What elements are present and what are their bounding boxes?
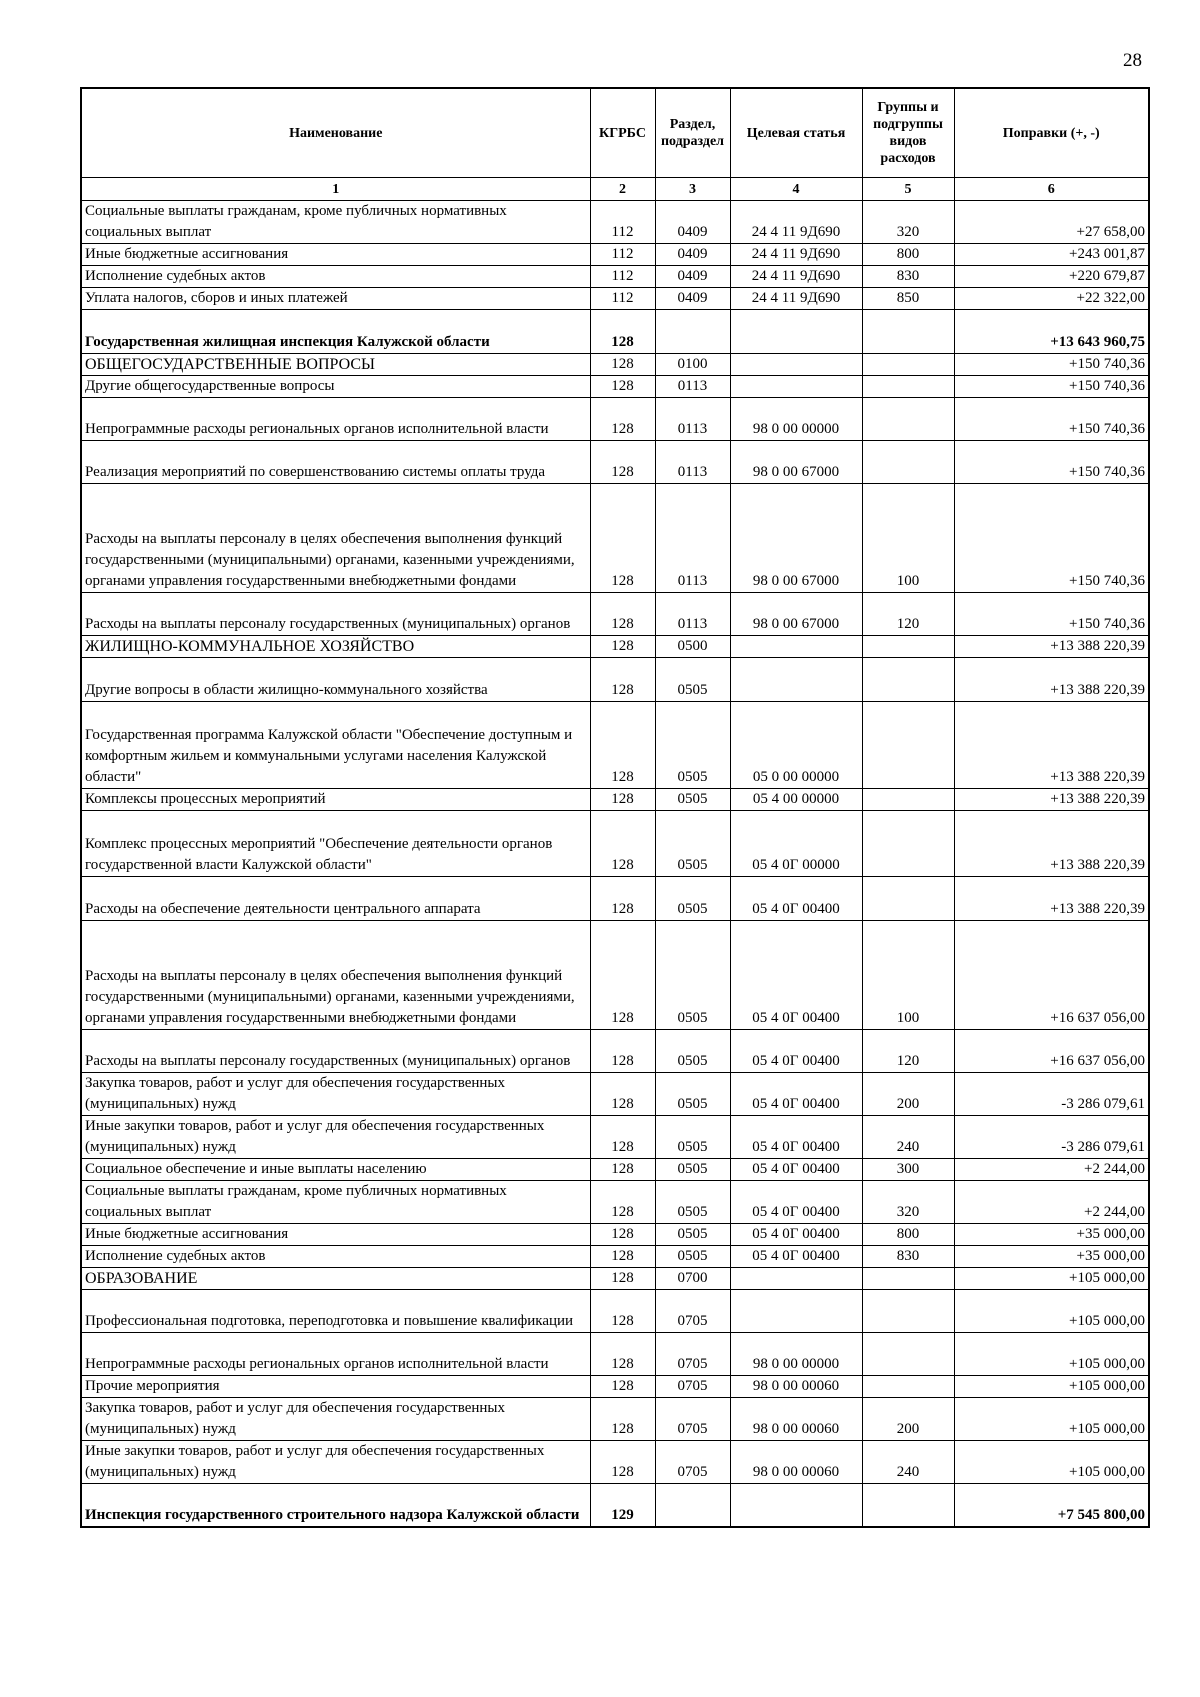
table-row bbox=[81, 201, 1149, 244]
row-name: Иные закупки товаров, работ и услуг для обеспечения государственных (муниципальных) нужд bbox=[81, 1116, 590, 1159]
table-row bbox=[81, 354, 1149, 376]
row-group: 800 bbox=[862, 244, 954, 266]
row-name: Исполнение судебных актов bbox=[81, 266, 590, 288]
row-kgrbs: 128 bbox=[590, 811, 655, 877]
table-row bbox=[81, 1030, 1149, 1073]
row-group: 300 bbox=[862, 1159, 954, 1181]
row-target: 05 4 0Г 00000 bbox=[730, 811, 862, 877]
row-amount: +7 545 800,00 bbox=[954, 1484, 1149, 1527]
row-target: 98 0 00 00000 bbox=[730, 398, 862, 441]
row-name: Расходы на выплаты персоналу в целях обеспечения выполнения функций государственными (муниципальными) органами, казенными учреждениями, органами управления государственными внебюджетными фондами bbox=[81, 484, 590, 593]
table-row bbox=[81, 636, 1149, 658]
row-target: 98 0 00 00060 bbox=[730, 1398, 862, 1441]
row-group bbox=[862, 811, 954, 877]
row-group bbox=[862, 398, 954, 441]
row-target: 05 4 0Г 00400 bbox=[730, 1224, 862, 1246]
table-header-row bbox=[81, 88, 1149, 178]
row-kgrbs: 128 bbox=[590, 1181, 655, 1224]
table-row bbox=[81, 1224, 1149, 1246]
row-group: 200 bbox=[862, 1073, 954, 1116]
row-kgrbs: 128 bbox=[590, 1441, 655, 1484]
table-row bbox=[81, 921, 1149, 1030]
row-name: Непрограммные расходы региональных органов исполнительной власти bbox=[81, 1333, 590, 1376]
row-section: 0505 bbox=[655, 1116, 730, 1159]
row-amount: +16 637 056,00 bbox=[954, 1030, 1149, 1073]
col-number: 2 bbox=[590, 178, 655, 201]
row-group bbox=[862, 376, 954, 398]
table-row bbox=[81, 593, 1149, 636]
row-target bbox=[730, 658, 862, 702]
row-target: 98 0 00 67000 bbox=[730, 593, 862, 636]
row-target: 05 4 0Г 00400 bbox=[730, 1116, 862, 1159]
table-row bbox=[81, 1484, 1149, 1527]
row-kgrbs: 112 bbox=[590, 201, 655, 244]
row-amount: +105 000,00 bbox=[954, 1333, 1149, 1376]
row-group bbox=[862, 702, 954, 789]
row-kgrbs: 128 bbox=[590, 1398, 655, 1441]
row-amount: +150 740,36 bbox=[954, 354, 1149, 376]
row-name: Закупка товаров, работ и услуг для обеспечения государственных (муниципальных) нужд bbox=[81, 1398, 590, 1441]
row-target: 05 4 0Г 00400 bbox=[730, 877, 862, 921]
row-section: 0505 bbox=[655, 921, 730, 1030]
row-kgrbs: 128 bbox=[590, 921, 655, 1030]
table-row bbox=[81, 1290, 1149, 1333]
col-number: 1 bbox=[81, 178, 590, 201]
row-kgrbs: 128 bbox=[590, 310, 655, 354]
table-row bbox=[81, 789, 1149, 811]
row-amount: +105 000,00 bbox=[954, 1441, 1149, 1484]
row-name: Другие общегосударственные вопросы bbox=[81, 376, 590, 398]
row-name: Государственная программа Калужской области "Обеспечение доступным и комфортным жильем и коммунальными услугами населения Калужской области" bbox=[81, 702, 590, 789]
row-section bbox=[655, 310, 730, 354]
row-name: Социальное обеспечение и иные выплаты населению bbox=[81, 1159, 590, 1181]
row-kgrbs: 128 bbox=[590, 1224, 655, 1246]
row-group: 100 bbox=[862, 921, 954, 1030]
row-amount: +150 740,36 bbox=[954, 376, 1149, 398]
row-kgrbs: 128 bbox=[590, 1333, 655, 1376]
header-section: Раздел, подраздел bbox=[655, 88, 730, 178]
col-number: 4 bbox=[730, 178, 862, 201]
row-kgrbs: 128 bbox=[590, 354, 655, 376]
table-row bbox=[81, 1181, 1149, 1224]
row-section: 0705 bbox=[655, 1376, 730, 1398]
row-section: 0505 bbox=[655, 1246, 730, 1268]
column-number-row bbox=[81, 178, 1149, 201]
table-row bbox=[81, 484, 1149, 593]
table-row bbox=[81, 1333, 1149, 1376]
row-target bbox=[730, 1484, 862, 1527]
row-target: 24 4 11 9Д690 bbox=[730, 266, 862, 288]
row-kgrbs: 128 bbox=[590, 1246, 655, 1268]
row-name: Непрограммные расходы региональных органов исполнительной власти bbox=[81, 398, 590, 441]
row-name: Уплата налогов, сборов и иных платежей bbox=[81, 288, 590, 310]
row-target bbox=[730, 376, 862, 398]
row-target bbox=[730, 310, 862, 354]
row-group: 800 bbox=[862, 1224, 954, 1246]
header-kgrbs: КГРБС bbox=[590, 88, 655, 178]
row-target: 05 4 0Г 00400 bbox=[730, 1159, 862, 1181]
row-section: 0505 bbox=[655, 1073, 730, 1116]
row-amount: -3 286 079,61 bbox=[954, 1073, 1149, 1116]
row-group bbox=[862, 1290, 954, 1333]
row-amount: +13 643 960,75 bbox=[954, 310, 1149, 354]
table-row bbox=[81, 398, 1149, 441]
row-name: Расходы на выплаты персоналу государственных (муниципальных) органов bbox=[81, 593, 590, 636]
header-name: Наименование bbox=[81, 88, 590, 178]
row-name: Государственная жилищная инспекция Калужской области bbox=[81, 310, 590, 354]
table-row bbox=[81, 1159, 1149, 1181]
col-number: 6 bbox=[954, 178, 1149, 201]
row-group bbox=[862, 1376, 954, 1398]
row-kgrbs: 128 bbox=[590, 636, 655, 658]
row-section: 0409 bbox=[655, 201, 730, 244]
row-section: 0505 bbox=[655, 658, 730, 702]
row-group bbox=[862, 1268, 954, 1290]
row-amount: +105 000,00 bbox=[954, 1268, 1149, 1290]
col-number: 3 bbox=[655, 178, 730, 201]
row-amount: +243 001,87 bbox=[954, 244, 1149, 266]
row-section: 0505 bbox=[655, 789, 730, 811]
row-section: 0705 bbox=[655, 1333, 730, 1376]
header-groups: Группы и подгруппы видов расходов bbox=[862, 88, 954, 178]
row-kgrbs: 128 bbox=[590, 658, 655, 702]
table-row bbox=[81, 266, 1149, 288]
row-section: 0113 bbox=[655, 441, 730, 484]
table-row bbox=[81, 288, 1149, 310]
row-target: 98 0 00 67000 bbox=[730, 484, 862, 593]
row-group bbox=[862, 658, 954, 702]
row-name: Расходы на обеспечение деятельности центрального аппарата bbox=[81, 877, 590, 921]
row-name: ОБЩЕГОСУДАРСТВЕННЫЕ ВОПРОСЫ bbox=[81, 354, 590, 376]
row-name: ОБРАЗОВАНИЕ bbox=[81, 1268, 590, 1290]
row-kgrbs: 112 bbox=[590, 266, 655, 288]
row-section: 0100 bbox=[655, 354, 730, 376]
row-section: 0700 bbox=[655, 1268, 730, 1290]
table-row bbox=[81, 877, 1149, 921]
row-target: 05 0 00 00000 bbox=[730, 702, 862, 789]
row-section: 0409 bbox=[655, 244, 730, 266]
table-row bbox=[81, 310, 1149, 354]
row-target bbox=[730, 1290, 862, 1333]
row-amount: +13 388 220,39 bbox=[954, 636, 1149, 658]
table-row bbox=[81, 1116, 1149, 1159]
row-group: 240 bbox=[862, 1116, 954, 1159]
table-row bbox=[81, 702, 1149, 789]
row-target: 98 0 00 67000 bbox=[730, 441, 862, 484]
page-number: 28 bbox=[1123, 50, 1142, 71]
row-name: Другие вопросы в области жилищно-коммунального хозяйства bbox=[81, 658, 590, 702]
row-name: Реализация мероприятий по совершенствованию системы оплаты труда bbox=[81, 441, 590, 484]
row-amount: +13 388 220,39 bbox=[954, 702, 1149, 789]
table-row bbox=[81, 1073, 1149, 1116]
row-group: 240 bbox=[862, 1441, 954, 1484]
row-target: 98 0 00 00060 bbox=[730, 1441, 862, 1484]
row-group bbox=[862, 1333, 954, 1376]
row-name: Социальные выплаты гражданам, кроме публичных нормативных социальных выплат bbox=[81, 1181, 590, 1224]
row-kgrbs: 128 bbox=[590, 484, 655, 593]
col-number: 5 bbox=[862, 178, 954, 201]
row-section: 0113 bbox=[655, 593, 730, 636]
row-section bbox=[655, 1484, 730, 1527]
row-name: Исполнение судебных актов bbox=[81, 1246, 590, 1268]
row-kgrbs: 128 bbox=[590, 1159, 655, 1181]
row-section: 0505 bbox=[655, 1159, 730, 1181]
row-kgrbs: 128 bbox=[590, 1268, 655, 1290]
table-row bbox=[81, 244, 1149, 266]
row-section: 0113 bbox=[655, 484, 730, 593]
row-section: 0705 bbox=[655, 1441, 730, 1484]
row-group: 120 bbox=[862, 593, 954, 636]
row-kgrbs: 128 bbox=[590, 1116, 655, 1159]
row-target bbox=[730, 636, 862, 658]
row-amount: +150 740,36 bbox=[954, 593, 1149, 636]
row-section: 0505 bbox=[655, 1181, 730, 1224]
row-target: 24 4 11 9Д690 bbox=[730, 288, 862, 310]
row-section: 0409 bbox=[655, 288, 730, 310]
row-section: 0505 bbox=[655, 811, 730, 877]
row-name: Расходы на выплаты персоналу в целях обеспечения выполнения функций государственными (муниципальными) органами, казенными учреждениями, органами управления государственными внебюджетными фондами bbox=[81, 921, 590, 1030]
row-name: ЖИЛИЩНО-КОММУНАЛЬНОЕ ХОЗЯЙСТВО bbox=[81, 636, 590, 658]
row-kgrbs: 128 bbox=[590, 1376, 655, 1398]
row-kgrbs: 128 bbox=[590, 1030, 655, 1073]
row-target bbox=[730, 354, 862, 376]
row-group bbox=[862, 310, 954, 354]
row-name: Комплексы процессных мероприятий bbox=[81, 789, 590, 811]
row-target: 05 4 0Г 00400 bbox=[730, 921, 862, 1030]
row-kgrbs: 128 bbox=[590, 1290, 655, 1333]
row-name: Инспекция государственного строительного надзора Калужской области bbox=[81, 1484, 590, 1527]
row-amount: +22 322,00 bbox=[954, 288, 1149, 310]
row-group bbox=[862, 636, 954, 658]
row-amount: +2 244,00 bbox=[954, 1181, 1149, 1224]
row-amount: +105 000,00 bbox=[954, 1290, 1149, 1333]
row-kgrbs: 128 bbox=[590, 398, 655, 441]
row-target: 24 4 11 9Д690 bbox=[730, 201, 862, 244]
row-kgrbs: 112 bbox=[590, 288, 655, 310]
row-group bbox=[862, 1484, 954, 1527]
budget-table bbox=[80, 87, 1150, 1528]
row-section: 0505 bbox=[655, 1030, 730, 1073]
row-section: 0113 bbox=[655, 376, 730, 398]
row-group: 320 bbox=[862, 201, 954, 244]
row-section: 0409 bbox=[655, 266, 730, 288]
row-section: 0705 bbox=[655, 1398, 730, 1441]
row-name: Профессиональная подготовка, переподготовка и повышение квалификации bbox=[81, 1290, 590, 1333]
row-section: 0705 bbox=[655, 1290, 730, 1333]
row-amount: +150 740,36 bbox=[954, 398, 1149, 441]
table-row bbox=[81, 1246, 1149, 1268]
row-group bbox=[862, 789, 954, 811]
row-section: 0500 bbox=[655, 636, 730, 658]
row-target: 05 4 0Г 00400 bbox=[730, 1246, 862, 1268]
row-kgrbs: 129 bbox=[590, 1484, 655, 1527]
table-body bbox=[81, 201, 1149, 1527]
row-amount: +150 740,36 bbox=[954, 441, 1149, 484]
row-name: Прочие мероприятия bbox=[81, 1376, 590, 1398]
row-section: 0505 bbox=[655, 1224, 730, 1246]
row-section: 0505 bbox=[655, 702, 730, 789]
row-kgrbs: 128 bbox=[590, 877, 655, 921]
row-amount: +16 637 056,00 bbox=[954, 921, 1149, 1030]
row-name: Иные закупки товаров, работ и услуг для обеспечения государственных (муниципальных) нужд bbox=[81, 1441, 590, 1484]
table-row bbox=[81, 1441, 1149, 1484]
row-group: 320 bbox=[862, 1181, 954, 1224]
row-name: Иные бюджетные ассигнования bbox=[81, 1224, 590, 1246]
row-amount: +27 658,00 bbox=[954, 201, 1149, 244]
row-kgrbs: 128 bbox=[590, 376, 655, 398]
row-amount: +13 388 220,39 bbox=[954, 877, 1149, 921]
row-amount: +35 000,00 bbox=[954, 1246, 1149, 1268]
row-section: 0113 bbox=[655, 398, 730, 441]
table-row bbox=[81, 441, 1149, 484]
row-amount: +105 000,00 bbox=[954, 1376, 1149, 1398]
row-kgrbs: 128 bbox=[590, 1073, 655, 1116]
table-row bbox=[81, 1376, 1149, 1398]
row-amount: -3 286 079,61 bbox=[954, 1116, 1149, 1159]
row-amount: +13 388 220,39 bbox=[954, 811, 1149, 877]
row-target: 98 0 00 00000 bbox=[730, 1333, 862, 1376]
row-amount: +150 740,36 bbox=[954, 484, 1149, 593]
row-amount: +105 000,00 bbox=[954, 1398, 1149, 1441]
row-kgrbs: 112 bbox=[590, 244, 655, 266]
table-row bbox=[81, 658, 1149, 702]
row-group bbox=[862, 877, 954, 921]
header-target: Целевая статья bbox=[730, 88, 862, 178]
row-target bbox=[730, 1268, 862, 1290]
row-kgrbs: 128 bbox=[590, 593, 655, 636]
row-target: 98 0 00 00060 bbox=[730, 1376, 862, 1398]
row-target: 05 4 0Г 00400 bbox=[730, 1030, 862, 1073]
row-section: 0505 bbox=[655, 877, 730, 921]
row-target: 05 4 0Г 00400 bbox=[730, 1073, 862, 1116]
header-amendments: Поправки (+, -) bbox=[954, 88, 1149, 178]
row-amount: +35 000,00 bbox=[954, 1224, 1149, 1246]
table-row bbox=[81, 1268, 1149, 1290]
row-kgrbs: 128 bbox=[590, 789, 655, 811]
row-group bbox=[862, 441, 954, 484]
row-group: 830 bbox=[862, 266, 954, 288]
row-name: Закупка товаров, работ и услуг для обеспечения государственных (муниципальных) нужд bbox=[81, 1073, 590, 1116]
row-target: 24 4 11 9Д690 bbox=[730, 244, 862, 266]
row-group: 830 bbox=[862, 1246, 954, 1268]
row-group: 850 bbox=[862, 288, 954, 310]
row-name: Расходы на выплаты персоналу государственных (муниципальных) органов bbox=[81, 1030, 590, 1073]
row-amount: +2 244,00 bbox=[954, 1159, 1149, 1181]
row-name: Иные бюджетные ассигнования bbox=[81, 244, 590, 266]
row-amount: +13 388 220,39 bbox=[954, 789, 1149, 811]
row-group bbox=[862, 354, 954, 376]
row-amount: +13 388 220,39 bbox=[954, 658, 1149, 702]
row-target: 05 4 0Г 00400 bbox=[730, 1181, 862, 1224]
row-target: 05 4 00 00000 bbox=[730, 789, 862, 811]
row-group: 120 bbox=[862, 1030, 954, 1073]
row-kgrbs: 128 bbox=[590, 702, 655, 789]
row-amount: +220 679,87 bbox=[954, 266, 1149, 288]
row-kgrbs: 128 bbox=[590, 441, 655, 484]
row-name: Социальные выплаты гражданам, кроме публичных нормативных социальных выплат bbox=[81, 201, 590, 244]
table-row bbox=[81, 376, 1149, 398]
table-row bbox=[81, 811, 1149, 877]
row-name: Комплекс процессных мероприятий "Обеспечение деятельности органов государственной власти Калужской области" bbox=[81, 811, 590, 877]
row-group: 100 bbox=[862, 484, 954, 593]
row-group: 200 bbox=[862, 1398, 954, 1441]
table-row bbox=[81, 1398, 1149, 1441]
